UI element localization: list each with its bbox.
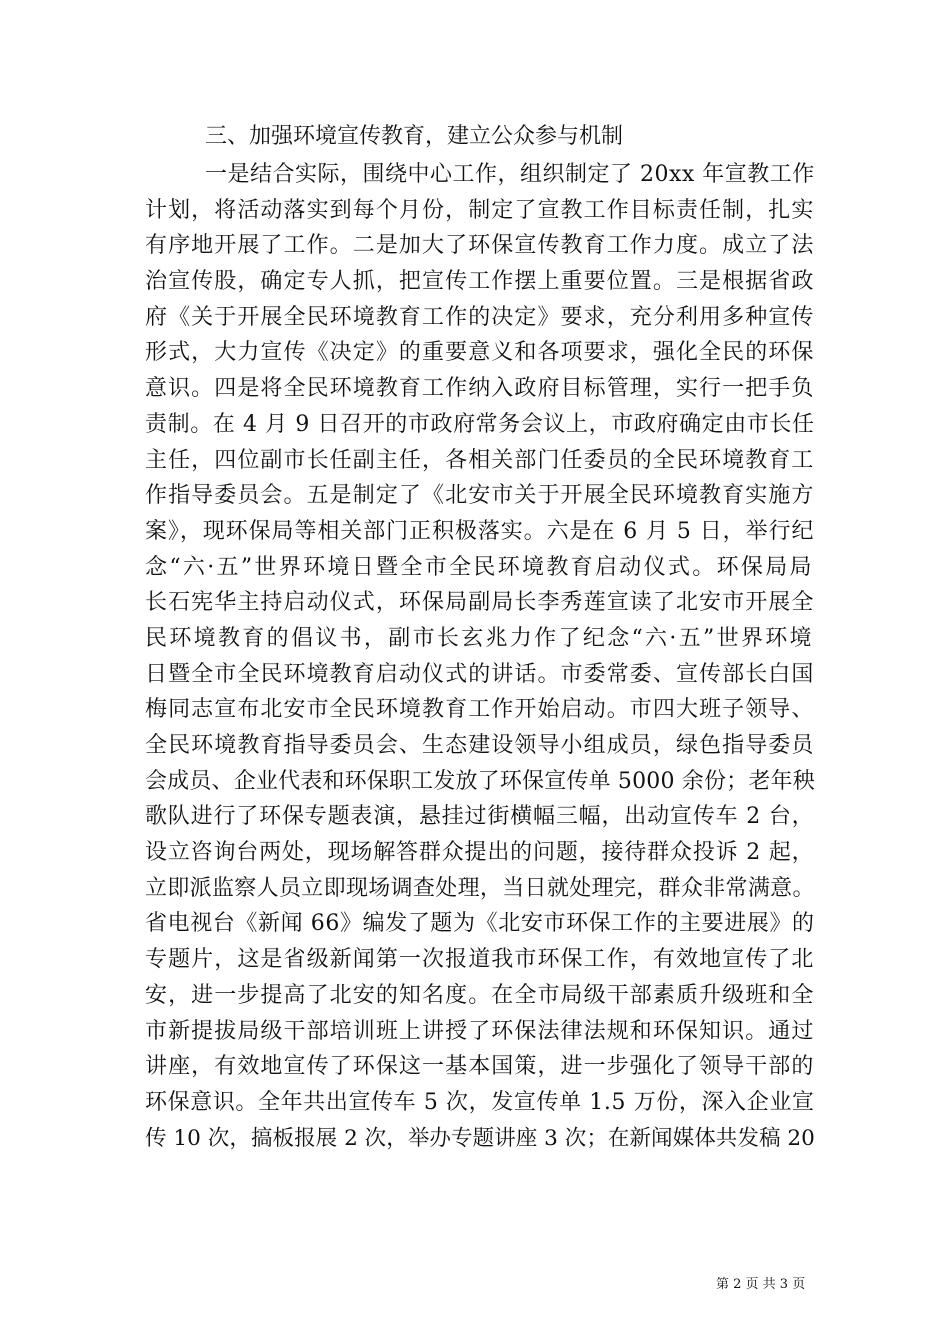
- text-line: 作指导委员会。五是制定了《北安市关于开展全民环境教育实施方: [145, 483, 815, 509]
- text-line: 治宣传股，确定专人抓，把宣传工作摆上重要位置。三是根据省政: [145, 269, 815, 295]
- text-line: 意识。四是将全民环境教育工作纳入政府目标管理，实行一把手负: [145, 376, 815, 402]
- text-line: 歌队进行了环保专题表演，悬挂过街横幅三幅，出动宣传车 2 台，: [145, 804, 815, 830]
- text-line: 日暨全市全民环境教育启动仪式的讲话。市委常委、宣传部长白国: [145, 661, 815, 687]
- text-line: 讲座，有效地宣传了环保这一基本国策，进一步强化了领导干部的: [145, 1054, 815, 1080]
- text-line: 案》，现环保局等相关部门正积极落实。六是在 6 月 5 日，举行纪: [145, 518, 815, 544]
- text-line: 全民环境教育指导委员会、生态建设领导小组成员，绿色指导委员: [145, 733, 815, 758]
- text-line: 市新提拔局级干部培训班上讲授了环保法律法规和环保知识。通过: [145, 1018, 815, 1044]
- section-heading: 三、加强环境宣传教育，建立公众参与机制: [205, 124, 624, 149]
- text-line: 主任，四位副市长任副主任，各相关部门任委员的全民环境教育工: [145, 447, 815, 473]
- text-line: 专题片，这是省级新闻第一次报道我市环保工作，有效地宣传了北: [145, 947, 815, 973]
- text-line: 省电视台《新闻 66》编发了题为《北安市环保工作的主要进展》的: [145, 911, 815, 937]
- text-line: 会成员、企业代表和环保职工发放了环保宣传单 5000 余份；老年秧: [145, 768, 815, 794]
- text-line: 府《关于开展全民环境教育工作的决定》要求，充分利用多种宣传: [145, 304, 815, 330]
- text-line: 民环境教育的倡议书，副市长玄兆力作了纪念“六·五”世界环境: [145, 625, 814, 651]
- text-line: 长石宪华主持启动仪式，环保局副局长李秀莲宣读了北安市开展全: [145, 590, 815, 616]
- page-number-footer: 第 2 页 共 3 页: [716, 1277, 806, 1292]
- text-line: 念“六·五”世界环境日暨全市全民环境教育启动仪式。环保局局: [145, 554, 814, 580]
- text-line: 环保意识。全年共出宣传车 5 次，发宣传单 1.5 万份，深入企业宣: [145, 1089, 815, 1115]
- text-line: 计划，将活动落实到每个月份，制定了宣教工作目标责任制，扎实: [145, 197, 815, 223]
- text-line: 设立咨询台两处，现场解答群众提出的问题，接待群众投诉 2 起，: [145, 840, 815, 866]
- text-line: 梅同志宣布北安市全民环境教育工作开始启动。市四大班子领导、: [145, 697, 815, 723]
- text-line: 立即派监察人员立即现场调查处理，当日就处理完，群众非常满意。: [145, 875, 815, 901]
- text-line: 有序地开展了工作。二是加大了环保宣传教育工作力度。成立了法: [145, 233, 815, 259]
- text-line: 一是结合实际，围绕中心工作，组织制定了 20xx 年宣教工作: [205, 162, 815, 187]
- text-line: 责制。在 4 月 9 日召开的市政府常务会议上，市政府确定由市长任: [145, 411, 815, 437]
- body-paragraph: [145, 157, 815, 1156]
- text-line: 安，进一步提高了北安的知名度。在全市局级干部素质升级班和全: [145, 982, 815, 1008]
- text-line: 形式，大力宣传《决定》的重要意义和各项要求，强化全民的环保: [145, 340, 815, 366]
- text-line: 传 10 次，搞板报展 2 次，举办专题讲座 3 次；在新闻媒体共发稿 20: [145, 1125, 815, 1151]
